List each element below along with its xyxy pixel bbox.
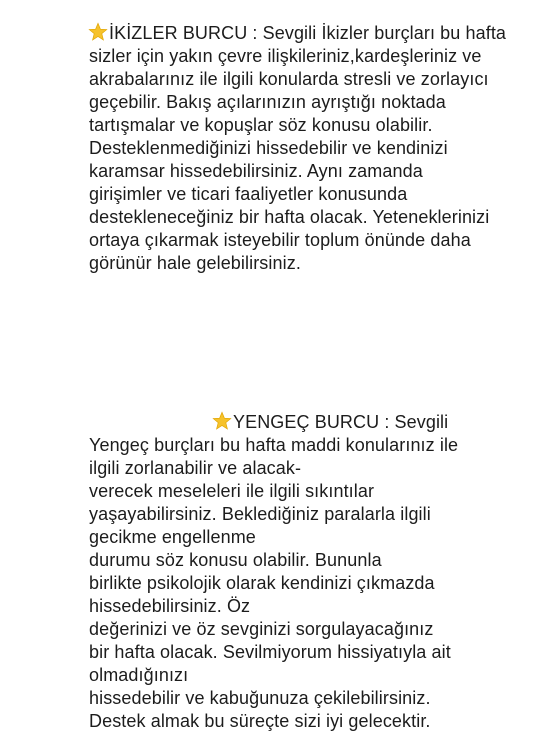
text-line: durumu söz konusu olabilir. Bununla — [89, 550, 382, 570]
text-line: verecek meseleleri ile ilgili sıkıntılar — [89, 481, 375, 501]
text-line: ilgili zorlanabilir ve alacak- — [89, 458, 302, 478]
text-line — [88, 22, 506, 44]
text-line: karamsar hissedebilirsiniz. Aynı zamanda — [89, 161, 423, 181]
text-line — [212, 411, 448, 433]
text-line: tartışmalar ve kopuşlar söz konusu olabilir. — [89, 115, 433, 135]
text-line: akrabalarınız ile ilgili konularda stresli ve zorlayıcı — [89, 69, 489, 89]
text-line: hissedebilirsiniz. Öz — [89, 596, 251, 616]
text-line: değerinizi ve öz sevginizi sorgulayacağınız — [89, 619, 434, 639]
text-line: birlikte psikolojik olarak kendinizi çıkmazda — [89, 573, 435, 593]
text-line: destekleneceğiniz bir hafta olacak. Yeteneklerinizi — [89, 207, 490, 227]
text-line: gecikme engellenme — [89, 527, 256, 547]
star-icon — [212, 411, 232, 431]
text-line: sizler için yakın çevre ilişkileriniz,kardeşleriniz ve — [89, 46, 482, 66]
star-icon — [88, 22, 108, 42]
text-line: ortaya çıkarmak isteyebilir toplum önünde daha — [89, 230, 471, 250]
text-line: olmadığınızı — [89, 665, 189, 685]
text-line: girişimler ve ticari faaliyetler konusunda — [89, 184, 408, 204]
text-line: Yengeç burçları bu hafta maddi konularınız ile — [89, 435, 459, 455]
line-text: İKİZLER BURCU : Sevgili İkizler burçları bu hafta — [109, 23, 507, 43]
text-line: Destek almak bu süreçte sizi iyi gelecektir. — [89, 711, 431, 731]
text-line: Desteklenmediğinizi hissedebilir ve kendinizi — [89, 138, 448, 158]
text-line: yaşayabilirsiniz. Beklediğiniz paralarla ilgili — [89, 504, 431, 524]
text-line: hissedebilir ve kabuğunuza çekilebilirsiniz. — [89, 688, 431, 708]
text-line: bir hafta olacak. Sevilmiyorum hissiyatıyla ait — [89, 642, 451, 662]
text-line: görünür hale gelebilirsiniz. — [89, 253, 301, 273]
line-text: YENGEÇ BURCU : Sevgili — [233, 412, 449, 432]
text-line: geçebilir. Bakış açılarınızın ayrıştığı noktada — [89, 92, 446, 112]
